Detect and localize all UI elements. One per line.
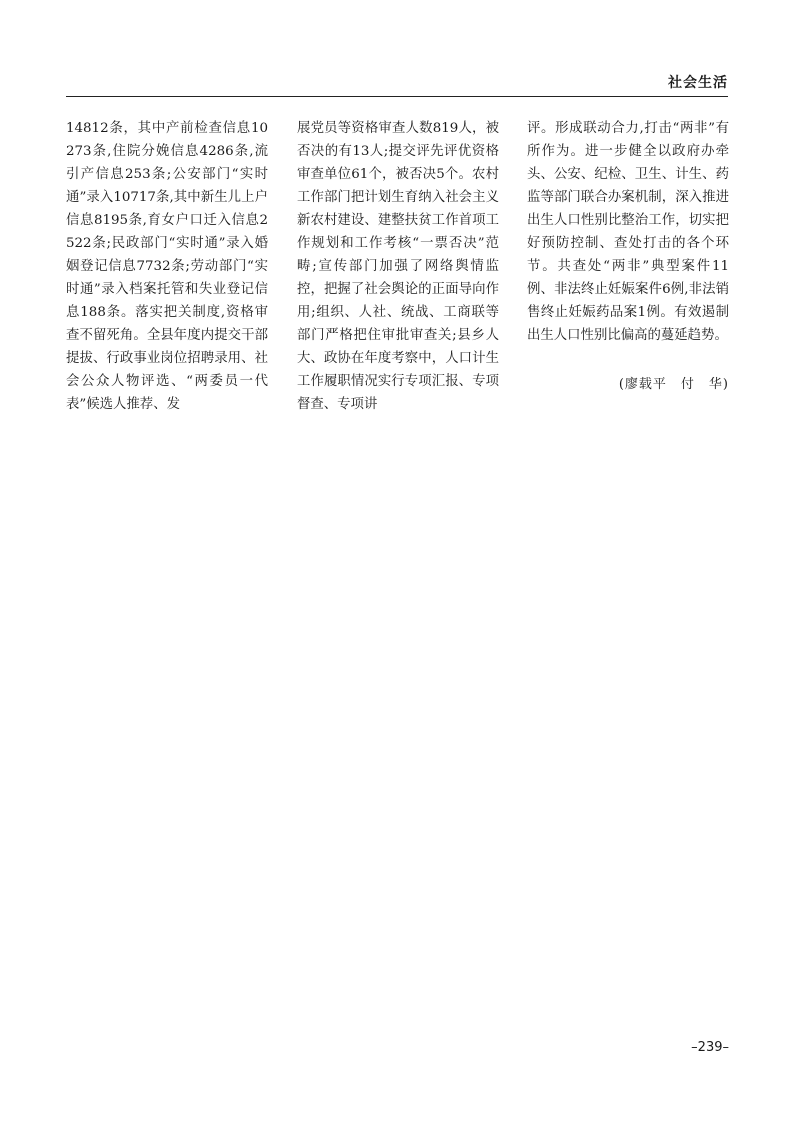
page-number: –239– — [691, 1040, 729, 1055]
header-divider — [66, 96, 728, 97]
page-header — [66, 72, 728, 96]
text-column-3: 评。形成联动合力,打击“两非”有所作为。进一步健全以政府办牵头、公安、纪检、卫生、计生、药监等部门联合办案机制，深入推进出生人口性别比整治工作，切实把好预防控制、查处打击的各个环节。共查处“两非”典型案件11例、非法终止妊娠案件6例,非法销售终止妊娠药品案1例。有效遏制出生人口性别比偏高的蔓延趋势。 — [527, 121, 729, 343]
text-column-1: 14812条，其中产前检查信息10273条,住院分娩信息4286条,流引产信息253条;公安部门“实时通”录入10717条,其中新生儿上户信息8195条,育女户口迁入信息2522条;民政部门“实时通”录入婚姻登记信息7732条;劳动部门“实时通”录入档案托管和失业登记信息188条。落实把关制度,资格审查不留死角。全县年度内提交干部提拔、行政事业岗位招聘录用、社会公众人物评选、“两委员一代表”候选人推荐、发 — [66, 121, 268, 412]
author-byline: (廖载平 付 华) — [618, 377, 729, 392]
section-title: 社会生活 — [668, 75, 728, 91]
text-column-2: 展党员等资格审查人数819人，被否决的有13人;提交评先评优资格审查单位61个，被否决5个。农村工作部门把计划生育纳入社会主义新农村建设、建整扶贫工作首项工作规划和工作考核“一票否决”范畴;宣传部门加强了网络舆情监控，把握了社会舆论的正面导向作用;组织、人社、统战、工商联等部门严格把住审批审查关;县乡人大、政协在年度考察中，人口计生工作履职情况实行专项汇报、专项督查、专项讲 — [297, 121, 499, 412]
